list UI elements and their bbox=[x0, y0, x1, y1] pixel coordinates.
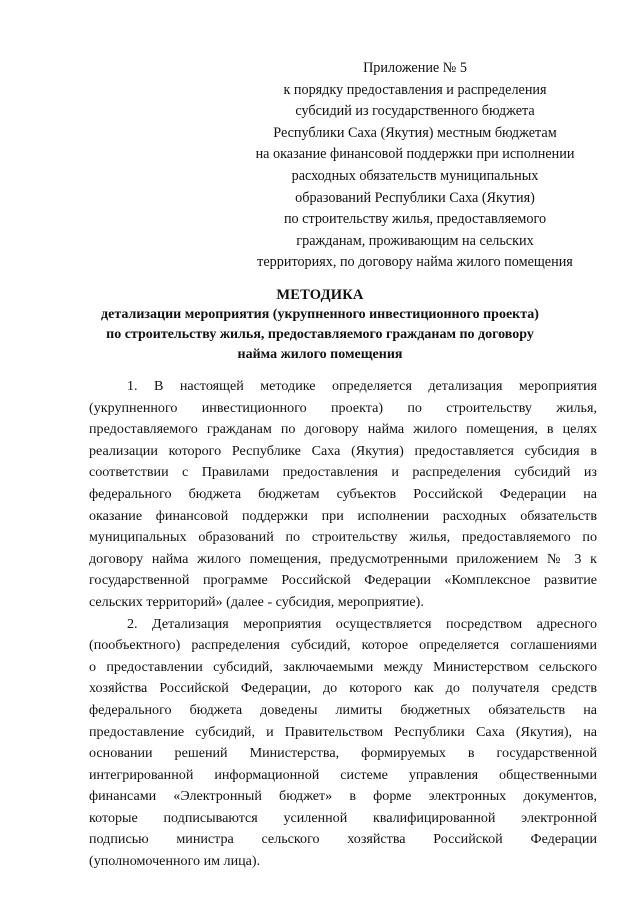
paragraph-line: федерального бюджета доведены лимиты бюджетных обязательств на bbox=[89, 701, 597, 718]
paragraph-line: основании решений Министерства, формируемых в государственной bbox=[89, 745, 597, 762]
annex-line: по строительству жилья, предоставляемого bbox=[283, 211, 547, 228]
paragraph-line: предоставляемого гражданам по договору найма жилого помещения, в целях bbox=[89, 421, 597, 438]
title-subtitle-line: детализации мероприятия (укрупненного инвестиционного проекта) bbox=[101, 307, 539, 322]
paragraph-line: предоставление субсидий, и Правительством Республики Саха (Якутия), на bbox=[89, 723, 597, 740]
paragraph-line: государственной программе Российской Федерации «Комплексное развитие bbox=[89, 572, 597, 589]
paragraph-line: о предоставлении субсидий, заключаемыми между Министерством сельского bbox=[89, 658, 597, 675]
title-subtitle bbox=[100, 305, 540, 365]
paragraph-line: которые подписываются усиленной квалифицированной электронной bbox=[89, 809, 597, 826]
paragraph-line: подписью министра сельского хозяйства Российской Федерации bbox=[89, 831, 597, 848]
paragraph-2 bbox=[89, 614, 597, 873]
paragraph-line: договору найма жилого помещения, предусмотренными приложением № 3 к bbox=[89, 550, 597, 567]
paragraph-line: 2. Детализация мероприятия осуществляется посредством адресного bbox=[127, 615, 597, 632]
annex-line: расходных обязательств муниципальных bbox=[291, 167, 539, 184]
annex-line: территориях, по договору найма жилого помещения bbox=[257, 254, 573, 271]
document-body bbox=[89, 376, 597, 873]
annex-line: на оказание финансовой поддержки при исполнении bbox=[255, 146, 575, 163]
paragraph-line: финансами «Электронный бюджет» в форме электронных документов, bbox=[89, 788, 597, 805]
annex-header bbox=[240, 58, 590, 274]
annex-line: Приложение № 5 bbox=[363, 60, 467, 76]
paragraph-line: оказание финансовой поддержки при исполнении расходных обязательств bbox=[89, 507, 597, 524]
annex-line: к порядку предоставления и распределения bbox=[283, 81, 547, 98]
paragraph-line: хозяйства Российской Федерации, до которого как до получателя средств bbox=[89, 680, 597, 697]
paragraph-line: (пообъектного) распределения субсидий, которое определяется соглашениями bbox=[89, 637, 597, 654]
title-main: МЕТОДИКА bbox=[276, 287, 364, 303]
paragraph-line: (уполномоченного им лица). bbox=[89, 853, 261, 870]
annex-line: субсидий из государственного бюджета bbox=[295, 103, 535, 120]
paragraph-line: (укрупненного инвестиционного проекта) по строительству жилья, bbox=[89, 399, 597, 416]
paragraph-line: федерального бюджета бюджетам субъектов Российской Федерации на bbox=[89, 485, 597, 502]
document-title bbox=[100, 285, 540, 365]
annex-line: образований Республики Саха (Якутия) bbox=[295, 189, 535, 206]
annex-line: гражданам, проживающим на сельских bbox=[296, 232, 534, 249]
paragraph-line: реализации которого Республике Саха (Якутия) предоставляется субсидия в bbox=[89, 442, 597, 459]
annex-line: Республики Саха (Якутия) местным бюджетам bbox=[273, 124, 557, 141]
title-subtitle-line: найма жилого помещения bbox=[237, 347, 403, 362]
paragraph-line: интегрированной информационной системе управления общественными bbox=[89, 766, 597, 783]
title-subtitle-line: по строительству жилья, предоставляемого гражданам по договору bbox=[106, 327, 534, 342]
paragraph-1 bbox=[89, 376, 597, 614]
paragraph-line: соответствии с Правилами предоставления и распределения субсидий из bbox=[89, 464, 597, 481]
paragraph-line: муниципальных образований по строительству жилья, предоставляемого по bbox=[89, 529, 597, 546]
paragraph-line: 1. В настоящей методике определяется детализация мероприятия bbox=[127, 378, 597, 394]
paragraph-line: сельских территорий» (далее - субсидия, мероприятие). bbox=[89, 593, 424, 610]
